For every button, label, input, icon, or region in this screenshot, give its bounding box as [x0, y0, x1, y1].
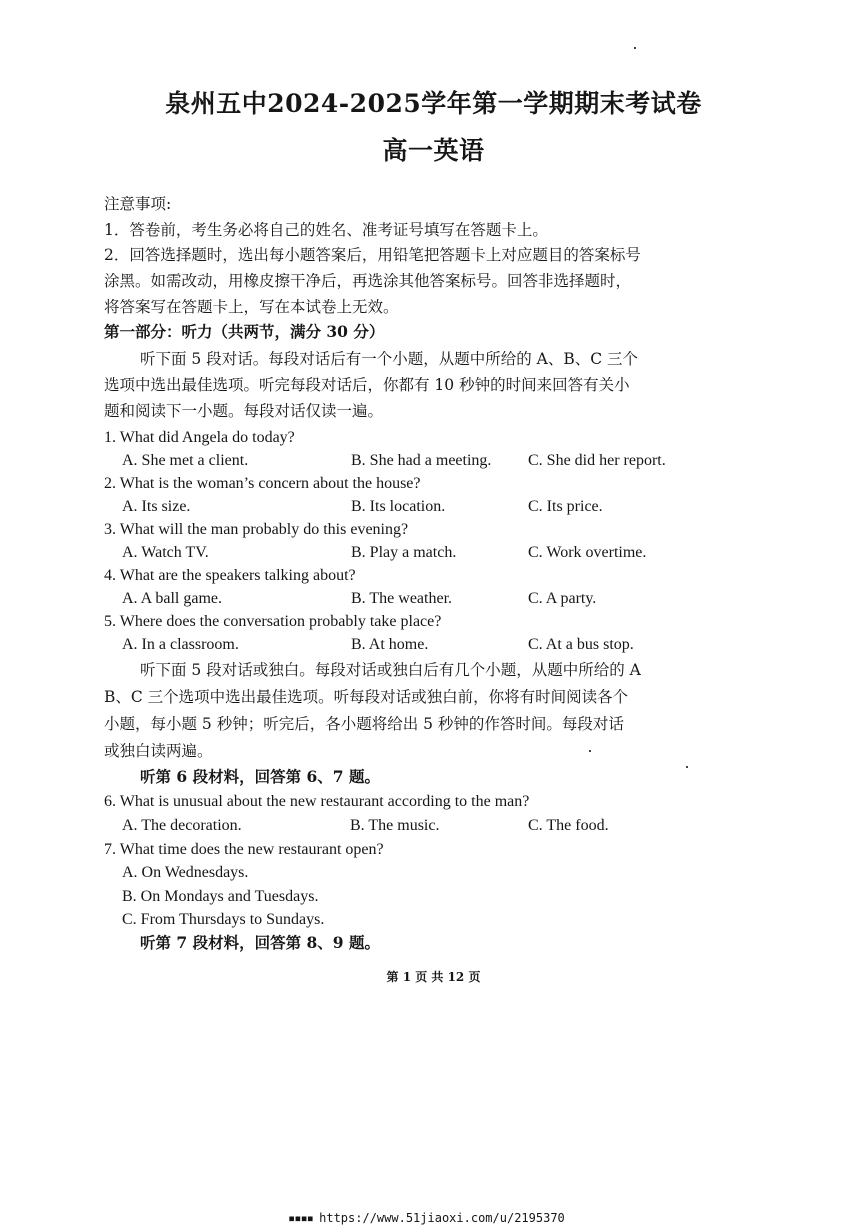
scan-speck — [634, 47, 636, 49]
notes-item-1: 1．答卷前，考生务必将自己的姓名、准考证号填写在答题卡上。 — [104, 221, 548, 239]
section2-intro-line-2: B、C 三个选项中选出最佳选项。听每段对话或独白前，你将有时间阅读各个 — [104, 688, 629, 706]
question-1-stem: 1. What did Angela do today? — [104, 429, 295, 446]
section1-intro-line-3: 题和阅读下一小题。每段对话仅读一遍。 — [104, 402, 384, 420]
notes-item-2-line-3: 将答案写在答题卡上，写在本试卷上无效。 — [104, 298, 399, 316]
question-4-option-a: A. A ball game. — [122, 590, 222, 607]
question-2-stem: 2. What is the woman’s concern about the house? — [104, 475, 421, 492]
question-3-option-b: B. Play a match. — [351, 544, 457, 561]
question-6-option-b: B. The music. — [350, 817, 440, 834]
question-4-stem: 4. What are the speakers talking about? — [104, 567, 356, 584]
section1-intro-line-1: 听下面 5 段对话。每段对话后有一个小题，从题中所给的 A、B、C 三个 — [140, 350, 639, 368]
question-3-stem: 3. What will the man probably do this evening? — [104, 521, 409, 538]
question-2-option-c: C. Its price. — [528, 498, 603, 515]
watermark-marks: ▪▪▪▪ — [288, 1211, 320, 1225]
material-6-heading: 听第 6 段材料，回答第 6、7 题。 — [140, 767, 380, 786]
question-1-option-a: A. She met a client. — [122, 452, 249, 469]
question-1-option-c: C. She did her report. — [528, 452, 666, 469]
question-6-option-c: C. The food. — [528, 817, 609, 834]
question-5-option-b: B. At home. — [351, 636, 429, 653]
question-7-option-b: B. On Mondays and Tuesdays. — [122, 888, 319, 905]
question-1-option-b: B. She had a meeting. — [351, 452, 492, 469]
question-4-option-c: C. A party. — [528, 590, 597, 607]
question-7-stem: 7. What time does the new restaurant open? — [104, 841, 384, 858]
notes-item-2-line-2: 涂黑。如需改动，用橡皮擦干净后，再选涂其他答案标号。回答非选择题时， — [104, 272, 632, 290]
section2-intro-line-3: 小题，每小题 5 秒钟；听完后，各小题将给出 5 秒钟的作答时间。每段对话 — [104, 715, 624, 733]
question-3-option-a: A. Watch TV. — [122, 544, 209, 561]
material-7-heading: 听第 7 段材料，回答第 8、9 题。 — [140, 933, 380, 952]
question-2-option-b: B. Its location. — [351, 498, 446, 515]
scan-speck — [686, 766, 688, 768]
question-6-option-a: A. The decoration. — [122, 817, 242, 834]
question-3-option-c: C. Work overtime. — [528, 544, 647, 561]
question-5-option-c: C. At a bus stop. — [528, 636, 634, 653]
question-5-option-a: A. In a classroom. — [122, 636, 239, 653]
section2-intro-line-1: 听下面 5 段对话或独白。每段对话或独白后有几个小题，从题中所给的 A — [140, 661, 641, 679]
section2-intro-line-4: 或独白读两遍。 — [104, 742, 213, 760]
source-url — [288, 1211, 565, 1225]
question-7-option-a: A. On Wednesdays. — [122, 864, 249, 881]
source-url-text: https://www.51jiaoxi.com/u/2195370 — [319, 1211, 565, 1225]
question-6-stem: 6. What is unusual about the new restaurant according to the man? — [104, 793, 530, 810]
page-number: 第 1 页 共 12 页 — [386, 970, 481, 984]
question-7-option-c: C. From Thursdays to Sundays. — [122, 911, 325, 928]
question-5-stem: 5. Where does the conversation probably take place? — [104, 613, 442, 630]
notes-item-2-line-1: 2．回答选择题时，选出每小题答案后，用铅笔把答题卡上对应题目的答案标号 — [104, 246, 641, 264]
question-4-option-b: B. The weather. — [351, 590, 453, 607]
exam-subject: 高一英语 — [382, 136, 485, 165]
scan-speck — [589, 750, 591, 752]
section1-intro-line-2: 选项中选出最佳选项。听完每段对话后，你都有 10 秒钟的时间来回答有关小 — [104, 376, 630, 394]
question-2-option-a: A. Its size. — [122, 498, 191, 515]
part1-heading: 第一部分：听力（共两节，满分 30 分） — [104, 322, 385, 341]
notes-heading: 注意事项: — [104, 195, 172, 213]
exam-title: 泉州五中2024-2025学年第一学期期末考试卷 — [165, 89, 702, 118]
